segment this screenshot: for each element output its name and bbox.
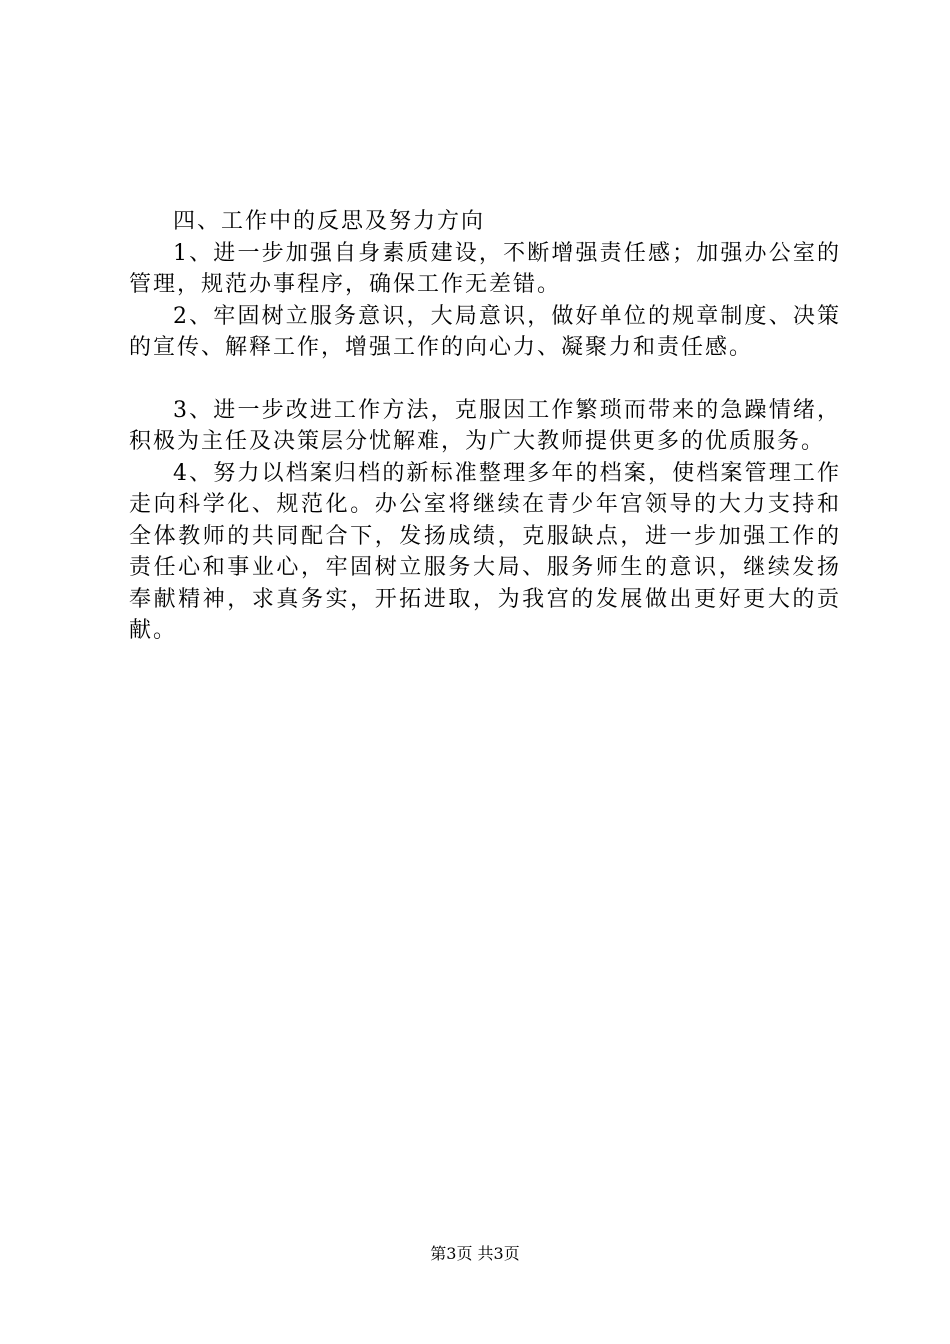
- document-body: [129, 206, 841, 647]
- paragraph-3: 3、进一步改进工作方法，克服因工作繁琐而带来的急躁情绪，积极为主任及决策层分忧解难，为广大教师提供更多的优质服务。: [129, 397, 841, 454]
- paragraph-1: 1、进一步加强自身素质建设，不断增强责任感；加强办公室的管理，规范办事程序，确保工作无差错。: [129, 240, 841, 297]
- section-heading: 四、工作中的反思及努力方向: [173, 209, 486, 234]
- paragraph-4: 4、努力以档案归档的新标准整理多年的档案，使档案管理工作走向科学化、规范化。办公室将继续在青少年宫领导的大力支持和全体教师的共同配合下，发扬成绩，克服缺点，进一步加强工作的责任心和事业心，牢固树立服务大局、服务师生的意识，继续发扬奉献精神，求真务实，开拓进取，为我宫的发展做出更好更大的贡献。: [129, 460, 841, 643]
- paragraph-2: 2、牢固树立服务意识，大局意识，做好单位的规章制度、决策的宣传、解释工作，增强工作的向心力、凝聚力和责任感。: [129, 303, 841, 360]
- page-number-footer: 第3页 共3页: [430, 1244, 520, 1263]
